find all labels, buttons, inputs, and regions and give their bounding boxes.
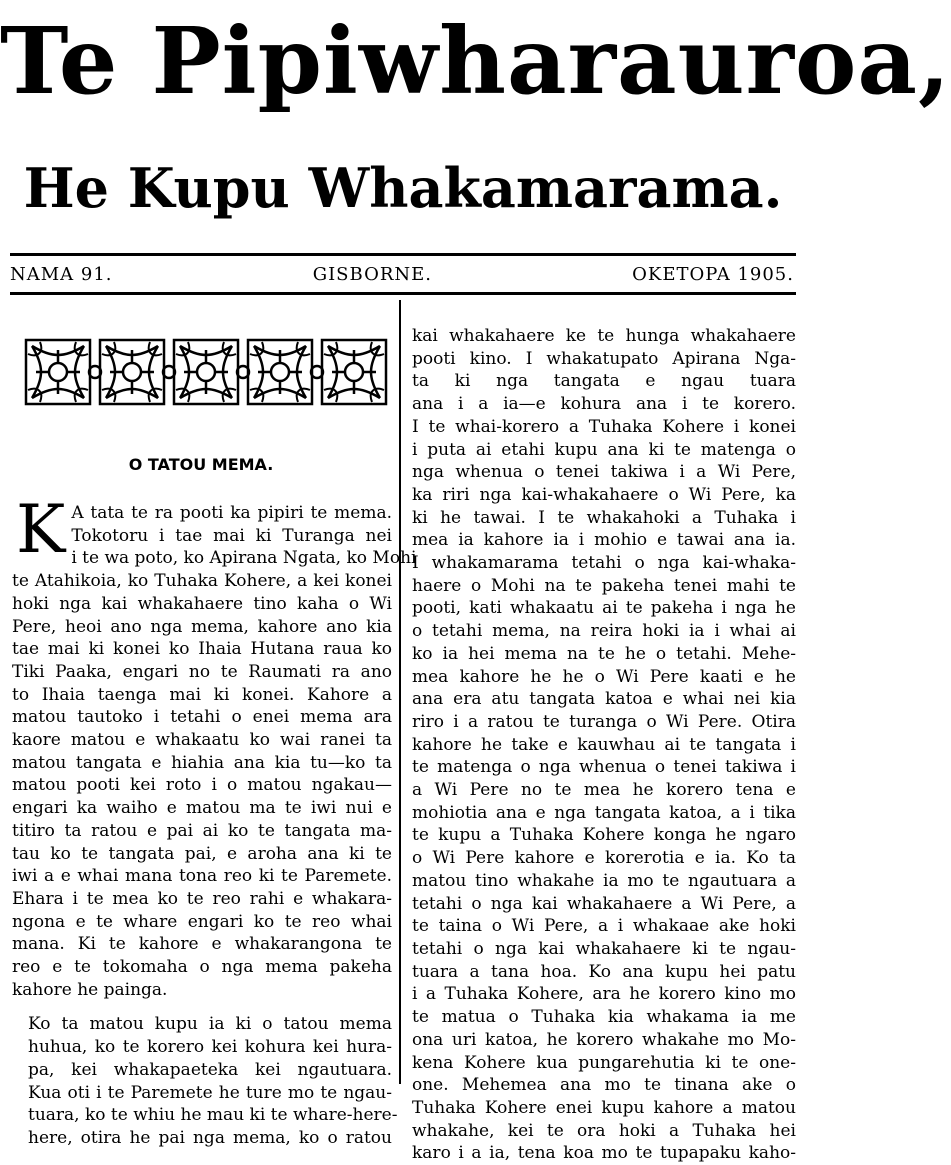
text-line: here, otira he pai nga mema, ko o ratou	[28, 1127, 392, 1148]
text-line: te matenga o nga whenua o tenei takiwa i	[412, 757, 796, 778]
text-line: kahore he take e kauwhau ai te tangata i	[412, 734, 796, 755]
text-line: Tokotoru i tae mai ki Turanga nei	[71, 525, 392, 546]
text-line: ana era atu tangata katoa e whai nei kia	[412, 689, 796, 710]
issue-number: NAMA 91.	[10, 263, 113, 285]
text-line: matou tautoko i tetahi o enei mema ara	[12, 707, 392, 728]
text-line: mea kahore he he o Wi Pere kaati e he	[412, 666, 796, 687]
text-line: mana. Ki te kahore e whakarangona te	[12, 934, 392, 955]
text-line: tau ko te tangata pai, e aroha ana ki te	[12, 843, 392, 864]
text-line: mohiotia ana e nga tangata katoa, a i tika	[412, 802, 796, 823]
text-line: te Atahikoia, ko Tuhaka Kohere, a kei konei	[12, 571, 392, 592]
text-line: A tata te ra pooti ka pipiri te mema.	[71, 503, 392, 523]
masthead-subtitle: He Kupu Whakamarama.	[23, 156, 783, 220]
text-line: one. Mehemea ana mo te tinana ake o	[412, 1075, 796, 1096]
issue-place: GISBORNE.	[312, 263, 432, 285]
text-line: tuara, ko te whiu he mau ki te whare-here-	[28, 1105, 398, 1126]
text-line: te taina o Wi Pere, a i whakaae ake hoki	[412, 916, 796, 937]
text-line: haere o Mohi na te pakeha tenei mahi te	[412, 575, 796, 596]
issue-info-row	[10, 258, 794, 290]
text-line: i te wa poto, ko Apirana Ngata, ko Mohi	[71, 548, 417, 569]
text-line: kaore matou e whakaatu ko wai ranei ta	[12, 730, 392, 751]
article-heading: O TATOU MEMA.	[128, 455, 274, 474]
text-line: I whakamarama tetahi o nga kai-whaka-	[412, 553, 796, 574]
text-line: tetahi o nga kai whakahaere ki te ngau-	[412, 938, 796, 959]
text-line: o Wi Pere kahore e korerotia e ia. Ko ta	[412, 848, 796, 869]
text-line: karo i a ia, tena koa mo te tupapaku kaho-	[412, 1143, 796, 1164]
text-line: ana i a ia—e kohura ana i te korero.	[412, 394, 796, 415]
text-line: Kua oti i te Paremete he ture mo te ngau-	[28, 1082, 392, 1103]
text-line: Tiki Paaka, engari no te Raumati ra ano	[12, 661, 392, 682]
text-line: tuara a tana hoa. Ko ana kupu hei patu	[412, 961, 796, 982]
text-line: kahore he painga.	[12, 979, 168, 1000]
text-line: matou tangata e hiahia ana kia tu—ko ta	[12, 752, 392, 773]
text-line: engari ka waiho e matou ma te iwi nui e	[12, 798, 392, 819]
text-line: whakahe, kei te ora hoki a Tuhaka hei	[412, 1120, 796, 1141]
article-paragraph-2	[12, 1013, 398, 1149]
article-column-left	[12, 491, 417, 1150]
text-line: mea ia kahore ia i mohio e tawai ana ia.	[412, 530, 796, 551]
text-line: huhua, ko te korero kei kohura kei hura-	[28, 1037, 392, 1058]
text-line: a Wi Pere no te mea he korero tena e	[412, 780, 796, 801]
text-line: ka riri nga kai-whakahaere o Wi Pere, ka	[412, 484, 796, 505]
text-line: Pere, heoi ano nga mema, kahore ano kia	[12, 616, 392, 637]
text-line: nga whenua o tenei takiwa i a Wi Pere,	[412, 462, 796, 483]
text-line: riro i a ratou te turanga o Wi Pere. Otira	[412, 711, 796, 732]
article-paragraph-continued	[412, 325, 796, 1165]
text-line: ngona e te whare engari ko te reo whai	[12, 911, 392, 932]
text-line: Ehara i te mea ko te reo rahi e whakara-	[12, 888, 392, 909]
top-rule	[10, 253, 796, 256]
column-divider	[399, 300, 401, 1084]
text-line: i puta ai etahi kupu ana ki te matenga o	[412, 439, 796, 460]
article-paragraph-1	[12, 491, 417, 1001]
text-line: titiro ta ratou e pai ai ko te tangata ma-	[12, 820, 392, 841]
text-line: ta ki nga tangata e ngau tuara	[412, 371, 796, 392]
text-line: kai whakahaere ke te hunga whakahaere	[412, 326, 796, 346]
text-line: Ko ta matou kupu ia ki o tatou mema	[28, 1014, 392, 1035]
text-line: te matua o Tuhaka kia whakama ia me	[412, 1007, 796, 1028]
ornamental-border	[20, 328, 392, 416]
text-line: matou pooti kei roto i o matou ngakau—	[12, 775, 392, 796]
text-line: to Ihaia taenga mai ki konei. Kahore a	[12, 684, 392, 705]
text-line: o tetahi mema, na reira hoki ia i whai ai	[412, 621, 796, 642]
text-line: ki he tawai. I te whakahoki a Tuhaka i	[412, 507, 796, 528]
text-line: tae mai ki konei ko Ihaia Hutana raua ko	[12, 639, 392, 660]
text-line: ona uri katoa, he korero whakahe mo Mo-	[412, 1029, 796, 1050]
text-line: matou tino whakahe ia mo te ngautuara a	[412, 870, 796, 891]
article-column-right	[412, 325, 796, 1165]
text-line: hoki nga kai whakahaere tino kaha o Wi	[12, 593, 392, 614]
issue-date: OKETOPA 1905.	[632, 263, 794, 285]
text-line: I te whai-korero a Tuhaka Kohere i konei	[412, 416, 796, 437]
text-line: pa, kei whakapaeteka kei ngautuara.	[28, 1059, 392, 1080]
text-line: pooti, kati whakaatu ai te pakeha i nga he	[412, 598, 796, 619]
text-line: kena Kohere kua pungarehutia ki te one-	[412, 1052, 796, 1073]
text-line: ko ia hei mema na te he o tetahi. Mehe-	[412, 643, 796, 664]
text-line: i a Tuhaka Kohere, ara he korero kino mo	[412, 984, 796, 1005]
bottom-rule	[10, 292, 796, 295]
masthead-title: Te Pipiwharauroa,	[0, 7, 951, 115]
text-line: iwi a e whai mana tona reo ki te Paremete.	[12, 866, 392, 887]
drop-cap: K	[16, 491, 66, 568]
text-line: te kupu a Tuhaka Kohere konga he ngaro	[412, 825, 796, 846]
text-line: pooti kino. I whakatupato Apirana Nga-	[412, 348, 796, 369]
text-line: reo e te tokomaha o nga mema pakeha	[12, 957, 392, 978]
text-line: tetahi o nga kai whakahaere a Wi Pere, a	[412, 893, 796, 914]
text-line: Tuhaka Kohere enei kupu kahore a matou	[412, 1097, 796, 1118]
